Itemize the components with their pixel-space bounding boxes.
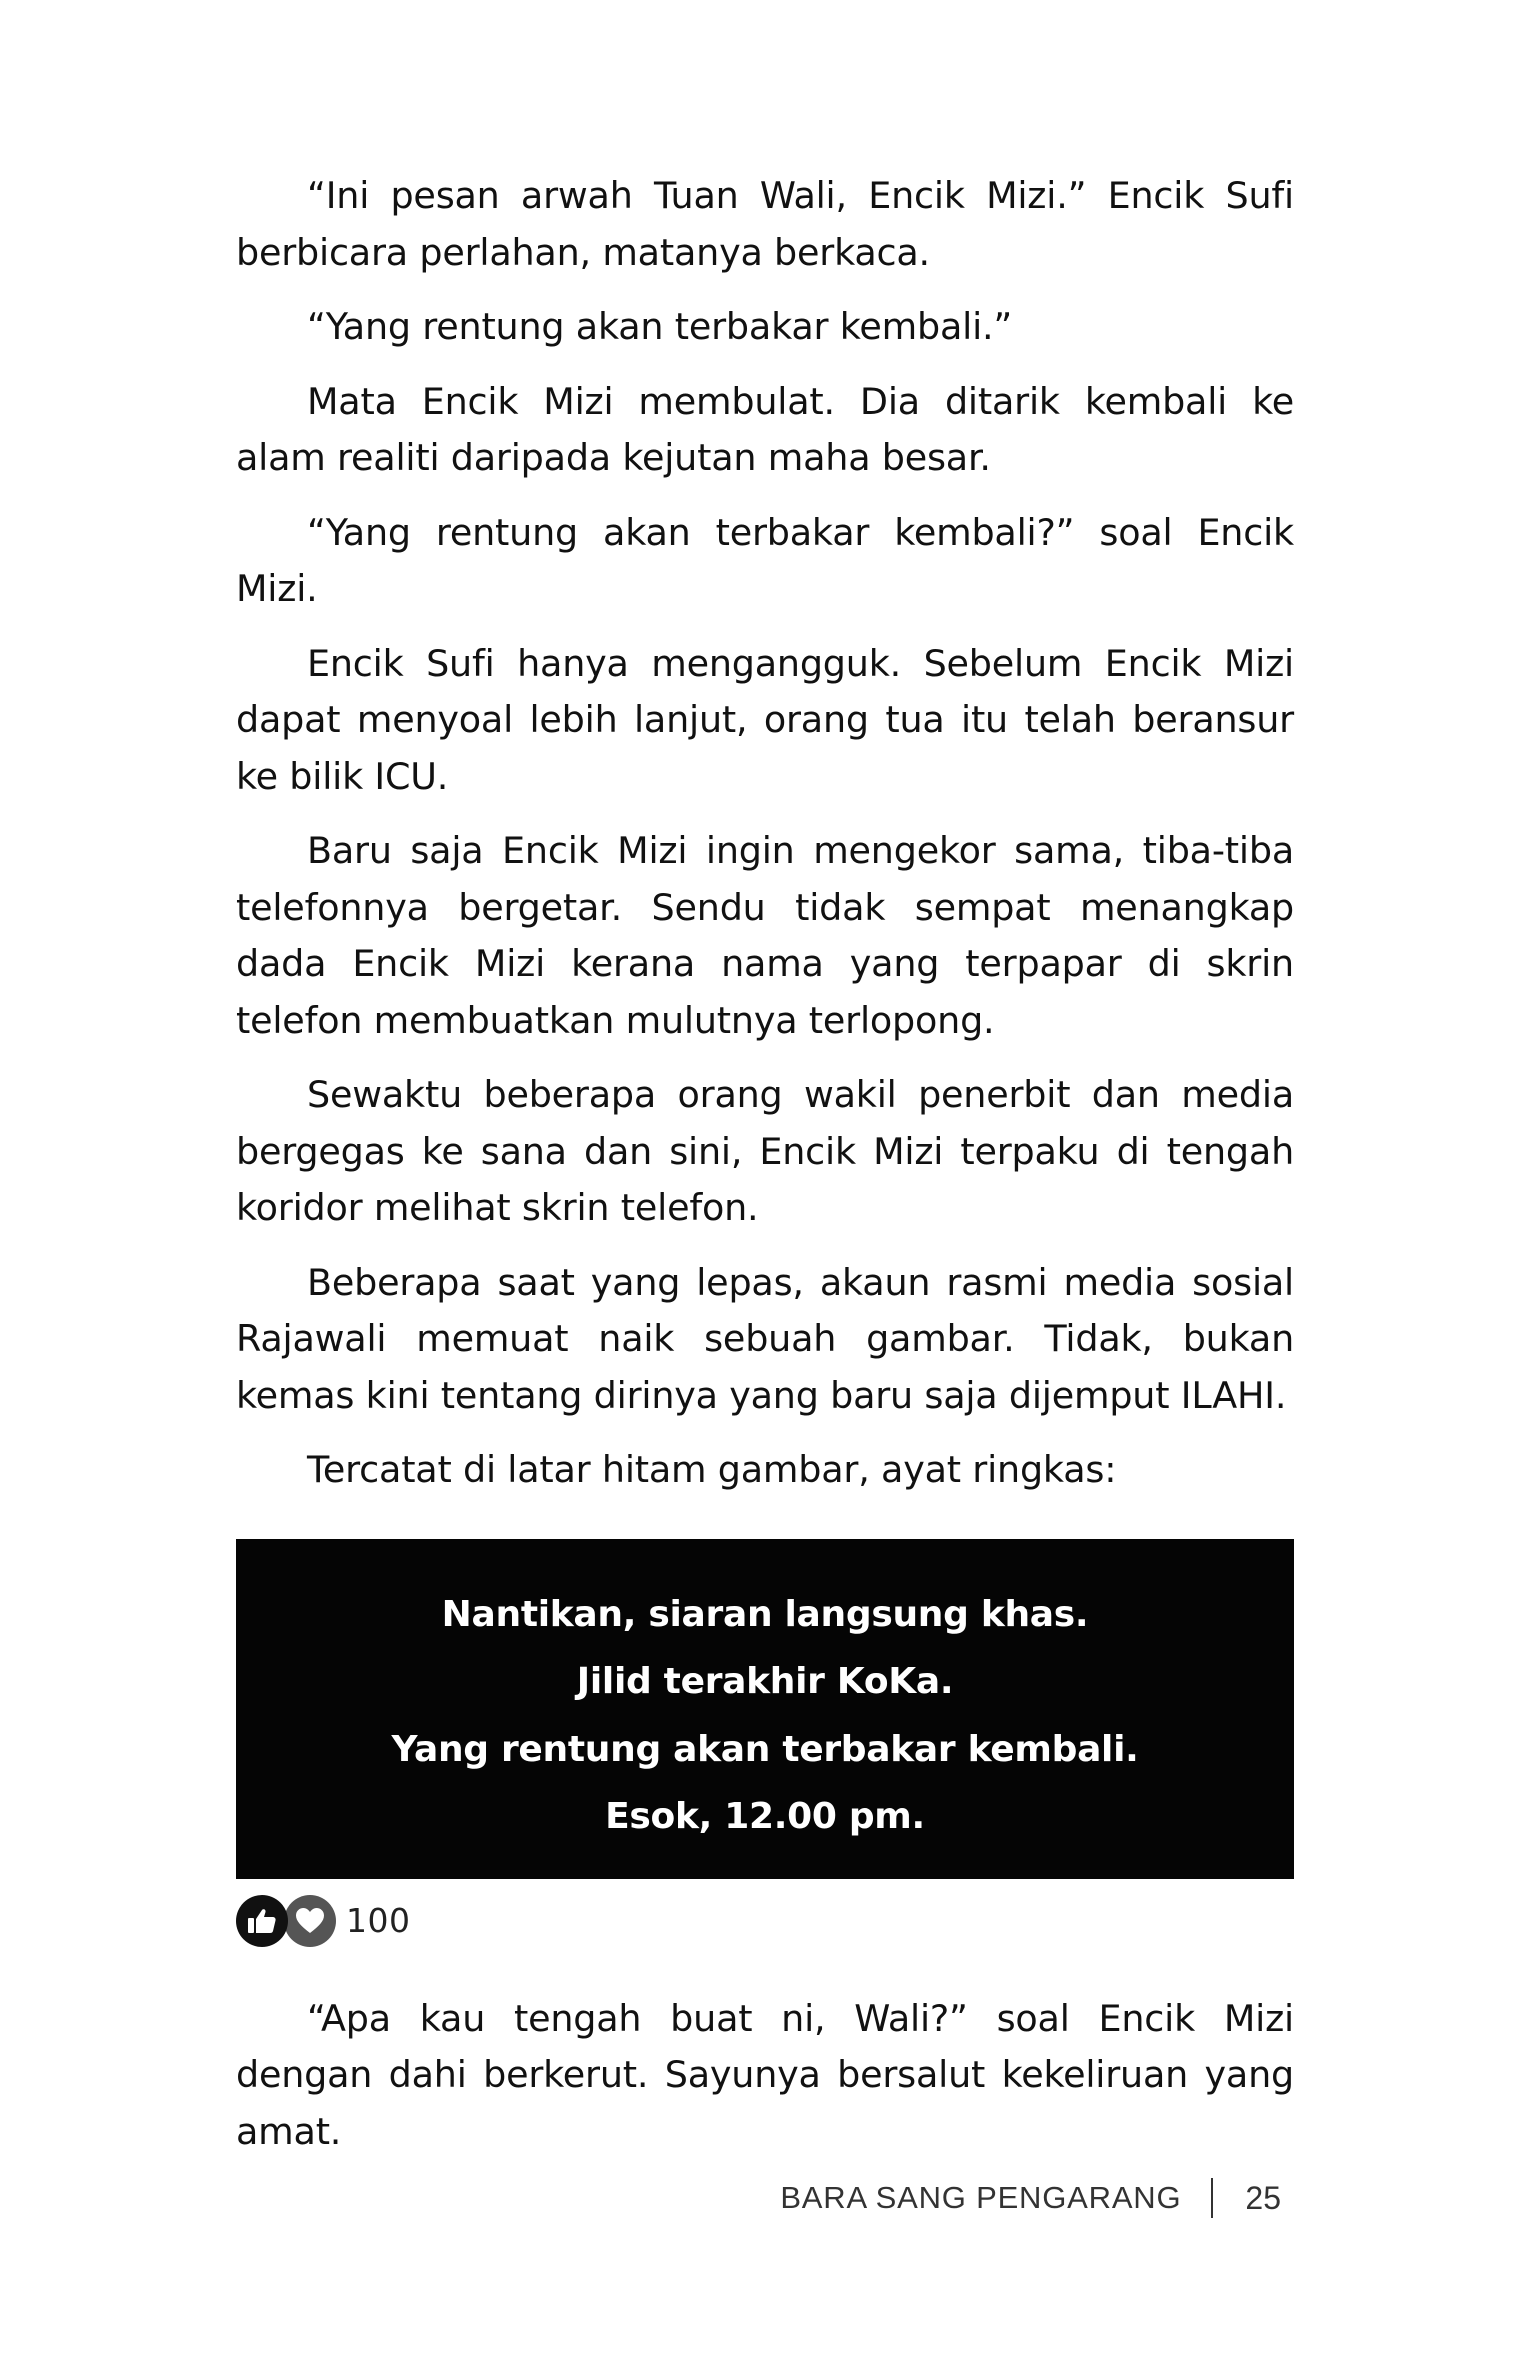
paragraph: Baru saja Encik Mizi ingin mengekor sama, tiba-tiba telefonnya bergetar. Sendu tidak sempat menangkap dada Encik Mizi kerana nama yang terpapar di skrin telefon membuatkan mulutnya terlopong. (236, 829, 1294, 1042)
page-body (236, 168, 1294, 2160)
paragraph: Tercatat di latar hitam gambar, ayat ringkas: (307, 1448, 1117, 1491)
reaction-count: 100 (346, 1901, 411, 1940)
page-footer (780, 2178, 1281, 2218)
paragraph: “Yang rentung akan terbakar kembali.” (307, 305, 1013, 348)
reaction-bar (236, 1893, 1294, 1949)
paragraph: Sewaktu beberapa orang wakil penerbit dan media bergegas ke sana dan sini, Encik Mizi terpaku di tengah koridor melihat skrin telefon. (236, 1073, 1294, 1229)
reaction-icons (236, 1893, 340, 1949)
story-text-before (236, 168, 1294, 1499)
story-text-after (236, 1991, 1294, 2161)
announcement-line: Jilid terakhir KoKa. (576, 1661, 954, 1702)
thumbs-up-icon (236, 1895, 288, 1947)
running-footer-title: BARA SANG PENGARANG (780, 2180, 1182, 2215)
paragraph: Encik Sufi hanya mengangguk. Sebelum Encik Mizi dapat menyoal lebih lanjut, orang tua itu telah beransur ke bilik ICU. (236, 641, 1294, 798)
paragraph: Beberapa saat yang lepas, akaun rasmi media sosial Rajawali memuat naik sebuah gambar. Tidak, bukan kemas kini tentang dirinya yang baru saja dijemput ILAHI. (236, 1260, 1294, 1417)
paragraph: Mata Encik Mizi membulat. Dia ditarik kembali ke alam realiti daripada kejutan maha besar. (236, 379, 1294, 479)
paragraph: “Ini pesan arwah Tuan Wali, Encik Mizi.” Encik Sufi berbicara perlahan, matanya berkaca. (236, 174, 1294, 274)
paragraph: “Yang rentung akan terbakar kembali?” soal Encik Mizi. (236, 510, 1294, 610)
page-number: 25 (1245, 2179, 1281, 2216)
heart-icon (284, 1895, 336, 1947)
paragraph: “Apa kau tengah buat ni, Wali?” soal Encik Mizi dengan dahi berkerut. Sayunya bersalut kekeliruan yang amat. (236, 1996, 1294, 2153)
announcement-line: Esok, 12.00 pm. (605, 1796, 925, 1837)
announcement-line: Yang rentung akan terbakar kembali. (391, 1728, 1139, 1770)
social-media-post-image (236, 1539, 1294, 1879)
footer-divider (1211, 2178, 1213, 2218)
announcement-line: Nantikan, siaran langsung khas. (441, 1593, 1089, 1635)
